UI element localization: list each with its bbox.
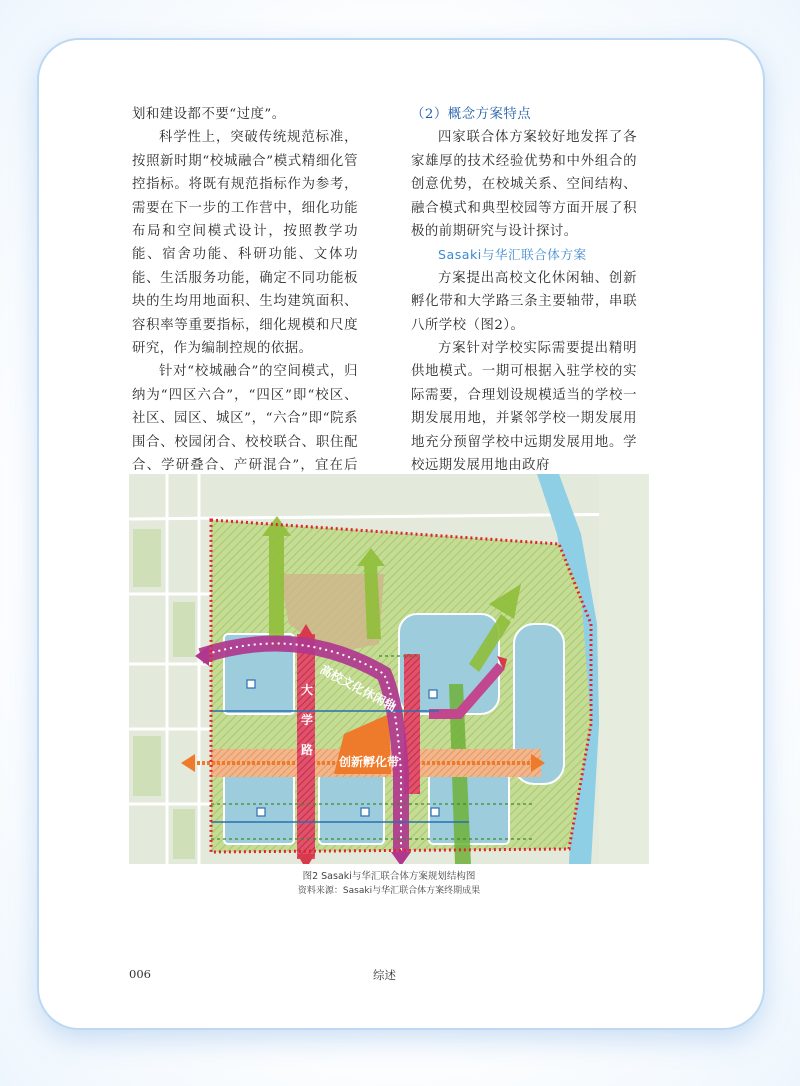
culture-axis-label: 高校文化休闲轴 bbox=[317, 662, 399, 715]
paragraph-5: 方案提出高校文化休闲轴、创新孵化带和大学路三条主要轴带，串联八所学校（图2）。 bbox=[411, 270, 637, 333]
scheme-subheading: Sasaki与华汇联合体方案 bbox=[438, 247, 587, 263]
planning-map bbox=[129, 474, 649, 864]
road-char-3: 路 bbox=[301, 743, 314, 757]
page-number: 006 bbox=[129, 967, 151, 981]
paragraph-1: 划和建设都不要“过度”。 bbox=[132, 107, 286, 122]
section-name: 综述 bbox=[373, 968, 396, 982]
innovation-belt-label: 创新孵化带 bbox=[339, 755, 400, 769]
road-char-2: 学 bbox=[301, 713, 314, 727]
figure-source: 资料来源：Sasaki与华汇联合体方案终期成果 bbox=[297, 886, 481, 896]
section-heading: （2）概念方案特点 bbox=[411, 107, 532, 122]
planning-structure-figure bbox=[129, 474, 649, 864]
paragraph-3: 针对“校城融合”的空间模式，归纳为“四区六合”，“四区”即“校区、社区、园区、城区”，“六合”即“院系围合、校园闭合、校校联合、职住配合、学研叠合、产研混合”，宜在后 bbox=[132, 364, 358, 474]
paragraph-4: 四家联合体方案较好地发挥了各家雄厚的技术经验优势和中外组合的创意优势，在校城关系、空间结构、融合模式和典型校园等方面开展了积极的前期研究与设计探讨。 bbox=[411, 130, 637, 240]
right-text-column bbox=[411, 103, 637, 478]
figure-caption: 图2 Sasaki与华汇联合体方案规划结构图 bbox=[302, 871, 476, 882]
paragraph-6: 方案针对学校实际需要提出精明供地模式。一期可根据入驻学校的实际需要，合理划设规模适当的学校一期发展用地，并紧邻学校一期发展用地充分预留学校中远期发展用地。学校远期发展用地由政府 bbox=[411, 341, 637, 474]
road-char-1: 大 bbox=[301, 683, 314, 697]
left-text-column bbox=[132, 103, 358, 501]
paragraph-2: 科学性上，突破传统规范标准，按照新时期“校城融合”模式精细化管控指标。将既有规范指标作为参考，需要在下一步的工作营中，细化功能布局和空间模式设计，按照教学功能、宿舍功能、科研功能、文体功能、生活服务功能，确定不同功能板块的生均用地面积、生均建筑面积、容积率等重要指标，细化规模和尺度研究，作为编制控规的依据。 bbox=[132, 130, 358, 357]
